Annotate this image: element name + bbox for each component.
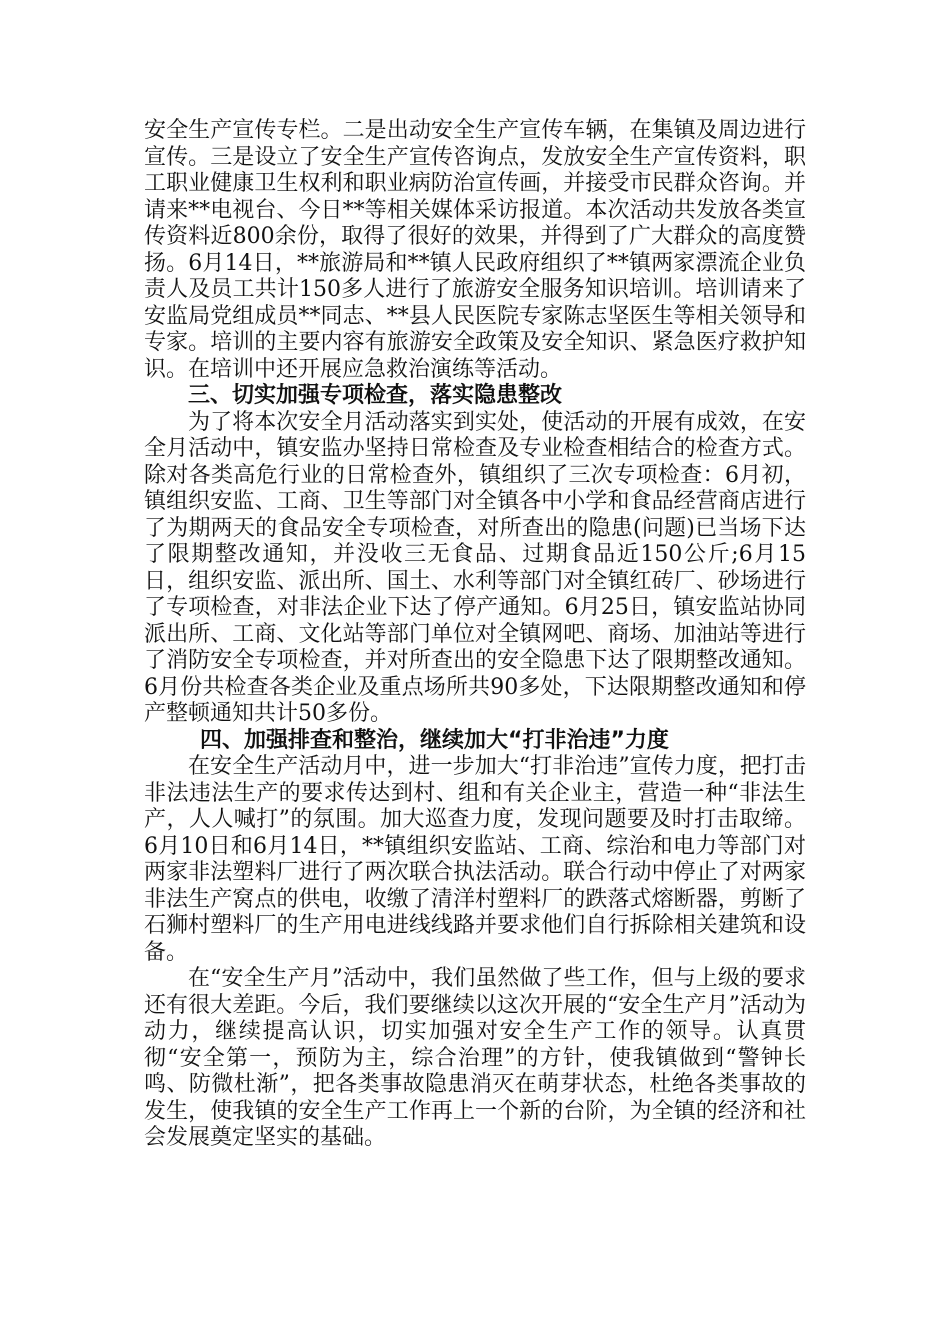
paragraph-crackdown: 在安全生产活动月中，进一步加大“打非治违”宣传力度，把打击非法违法生产的要求传达到村、组和有关企业主，营造一种“非法生产，人人喊打”的氛围。加大巡查力度，发现问题要及时打击取缔。6月10日和6月14日，**镇组织安监站、工商、综治和电力等部门对两家非法塑料厂进行了两次联合执法活动。联合行动中停止了对两家非法生产窝点的供电，收缴了清洋村塑料厂的跌落式熔断器，剪断了石狮村塑料厂的生产用电进线线路并要求他们自行拆除相关建筑和设备。 xyxy=(144,754,806,965)
section-heading-crackdown: 四、加强排查和整治，继续加大“打非治违”力度 xyxy=(200,727,669,753)
document-body xyxy=(144,118,806,1152)
paragraph-publicity-continuation: 安全生产宣传专栏。二是出动安全生产宣传车辆，在集镇及周边进行宣传。三是设立了安全生产宣传咨询点，发放安全生产宣传资料，职工职业健康卫生权利和职业病防治宣传画，并接受市民群众咨询。并请来**电视台、今日**等相关媒体采访报道。本次活动共发放各类宣传资料近800余份，取得了很好的效果，并得到了广大群众的高度赞扬。6月14日，**旅游局和**镇人民政府组织了**镇两家漂流企业负责人及员工共计150多人进行了旅游安全服务知识培训。培训请来了安监局党组成员**同志、**县人民医院专家陈志坚医生等相关领导和专家。培训的主要内容有旅游安全政策及安全知识、紧急医疗救护知识。在培训中还开展应急救治演练等活动。 xyxy=(144,118,806,382)
paragraph-special-inspection: 为了将本次安全月活动落实到实处，使活动的开展有成效，在安全月活动中，镇安监办坚持日常检查及专业检查相结合的检查方式。除对各类高危行业的日常检查外，镇组织了三次专项检查：6月初，镇组织安监、工商、卫生等部门对全镇各中小学和食品经营商店进行了为期两天的食品安全专项检查，对所查出的隐患(问题)已当场下达了限期整改通知，并没收三无食品、过期食品近150公斤;6月15日，组织安监、派出所、国土、水利等部门对全镇红砖厂、砂场进行了专项检查，对非法企业下达了停产通知。6月25日，镇安监站协同派出所、工商、文化站等部门单位对全镇网吧、商场、加油站等进行了消防安全专项检查，并对所查出的安全隐患下达了限期整改通知。6月份共检查各类企业及重点场所共90多处，下达限期整改通知和停产整顿通知共计50多份。 xyxy=(144,409,806,726)
paragraph-conclusion: 在“安全生产月”活动中，我们虽然做了些工作，但与上级的要求还有很大差距。今后，我们要继续以这次开展的“安全生产月”活动为动力，继续提高认识，切实加强对安全生产工作的领导。认真贯彻“安全第一，预防为主，综合治理”的方针，使我镇做到“警钟长鸣、防微杜渐”，把各类事故隐患消灭在萌芽状态，杜绝各类事故的发生，使我镇的安全生产工作再上一个新的台阶，为全镇的经济和社会发展奠定坚实的基础。 xyxy=(144,966,806,1150)
section-heading-special-inspection: 三、切实加强专项检查，落实隐患整改 xyxy=(188,383,563,408)
